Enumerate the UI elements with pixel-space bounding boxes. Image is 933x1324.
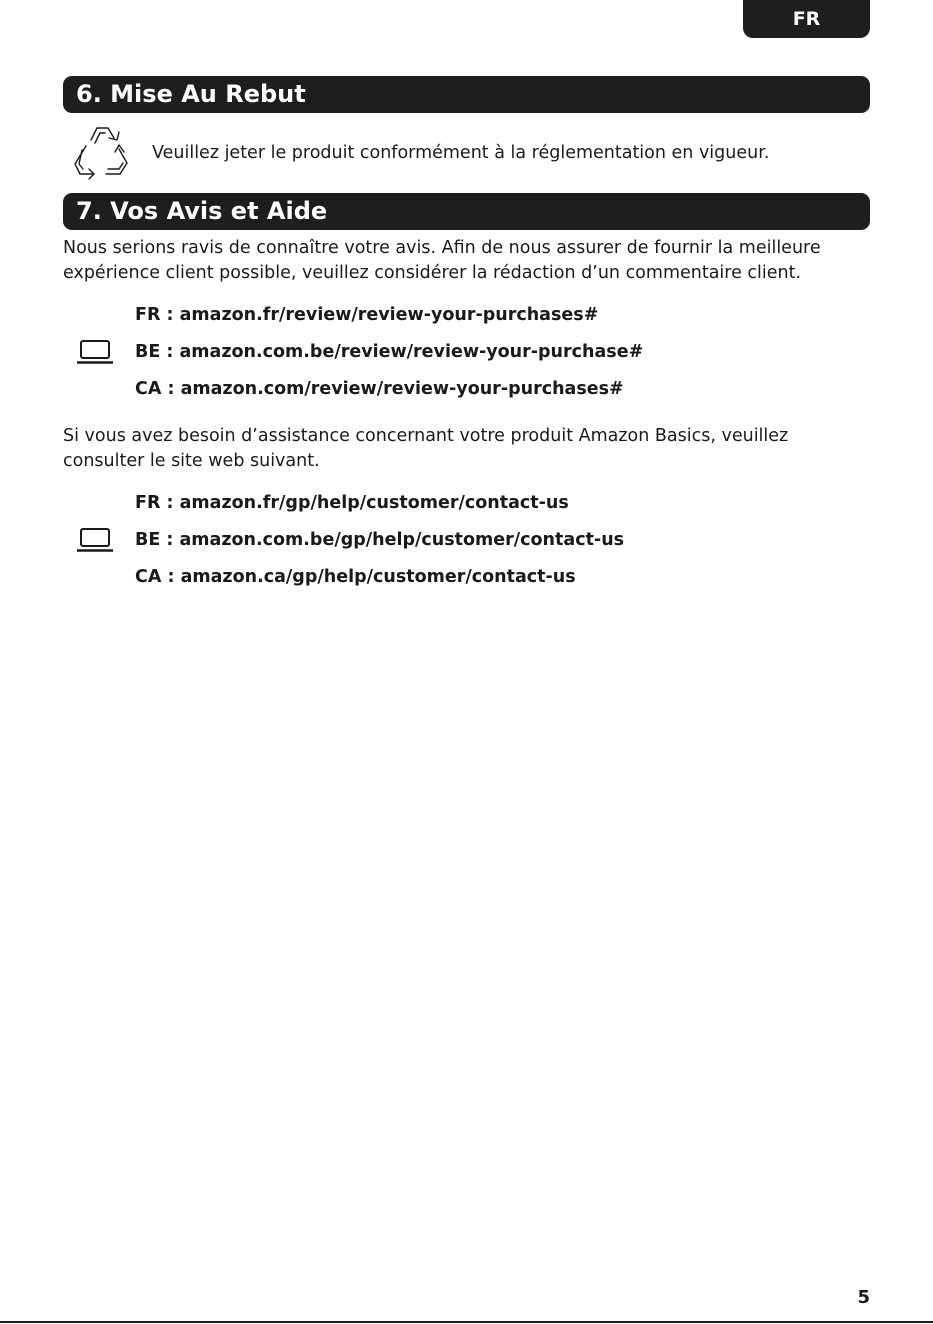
section-heading-feedback-help: 7. Vos Avis et Aide xyxy=(63,193,870,230)
disposal-instruction: Veuillez jeter le produit conformément à la réglementation en vigueur. xyxy=(152,143,770,163)
help-intro-paragraph: Si vous avez besoin d’assistance concernant votre produit Amazon Basics, veuillez consulter le site web suivant. xyxy=(63,426,789,471)
review-link-ca[interactable]: CA : amazon.com/review/review-your-purchases# xyxy=(135,379,624,399)
help-link-ca[interactable]: CA : amazon.ca/gp/help/customer/contact-us xyxy=(135,567,576,587)
review-link-be[interactable]: BE : amazon.com.be/review/review-your-purchase# xyxy=(135,342,644,362)
help-link-be[interactable]: BE : amazon.com.be/gp/help/customer/contact-us xyxy=(135,530,625,550)
help-link-fr[interactable]: FR : amazon.fr/gp/help/customer/contact-us xyxy=(135,493,569,513)
laptop-icon xyxy=(76,527,114,553)
language-tab: FR xyxy=(743,0,870,38)
recycle-icon xyxy=(70,122,132,182)
section-heading-disposal: 6. Mise Au Rebut xyxy=(63,76,870,113)
laptop-icon xyxy=(76,339,114,365)
page-number: 5 xyxy=(857,1287,870,1308)
review-link-fr[interactable]: FR : amazon.fr/review/review-your-purchases# xyxy=(135,305,599,325)
page-bottom-rule xyxy=(0,1321,933,1323)
review-intro-paragraph: Nous serions ravis de connaître votre avis. Afin de nous assurer de fournir la meilleure expérience client possible, veuillez considérer la rédaction d’un commentaire client. xyxy=(63,238,821,283)
